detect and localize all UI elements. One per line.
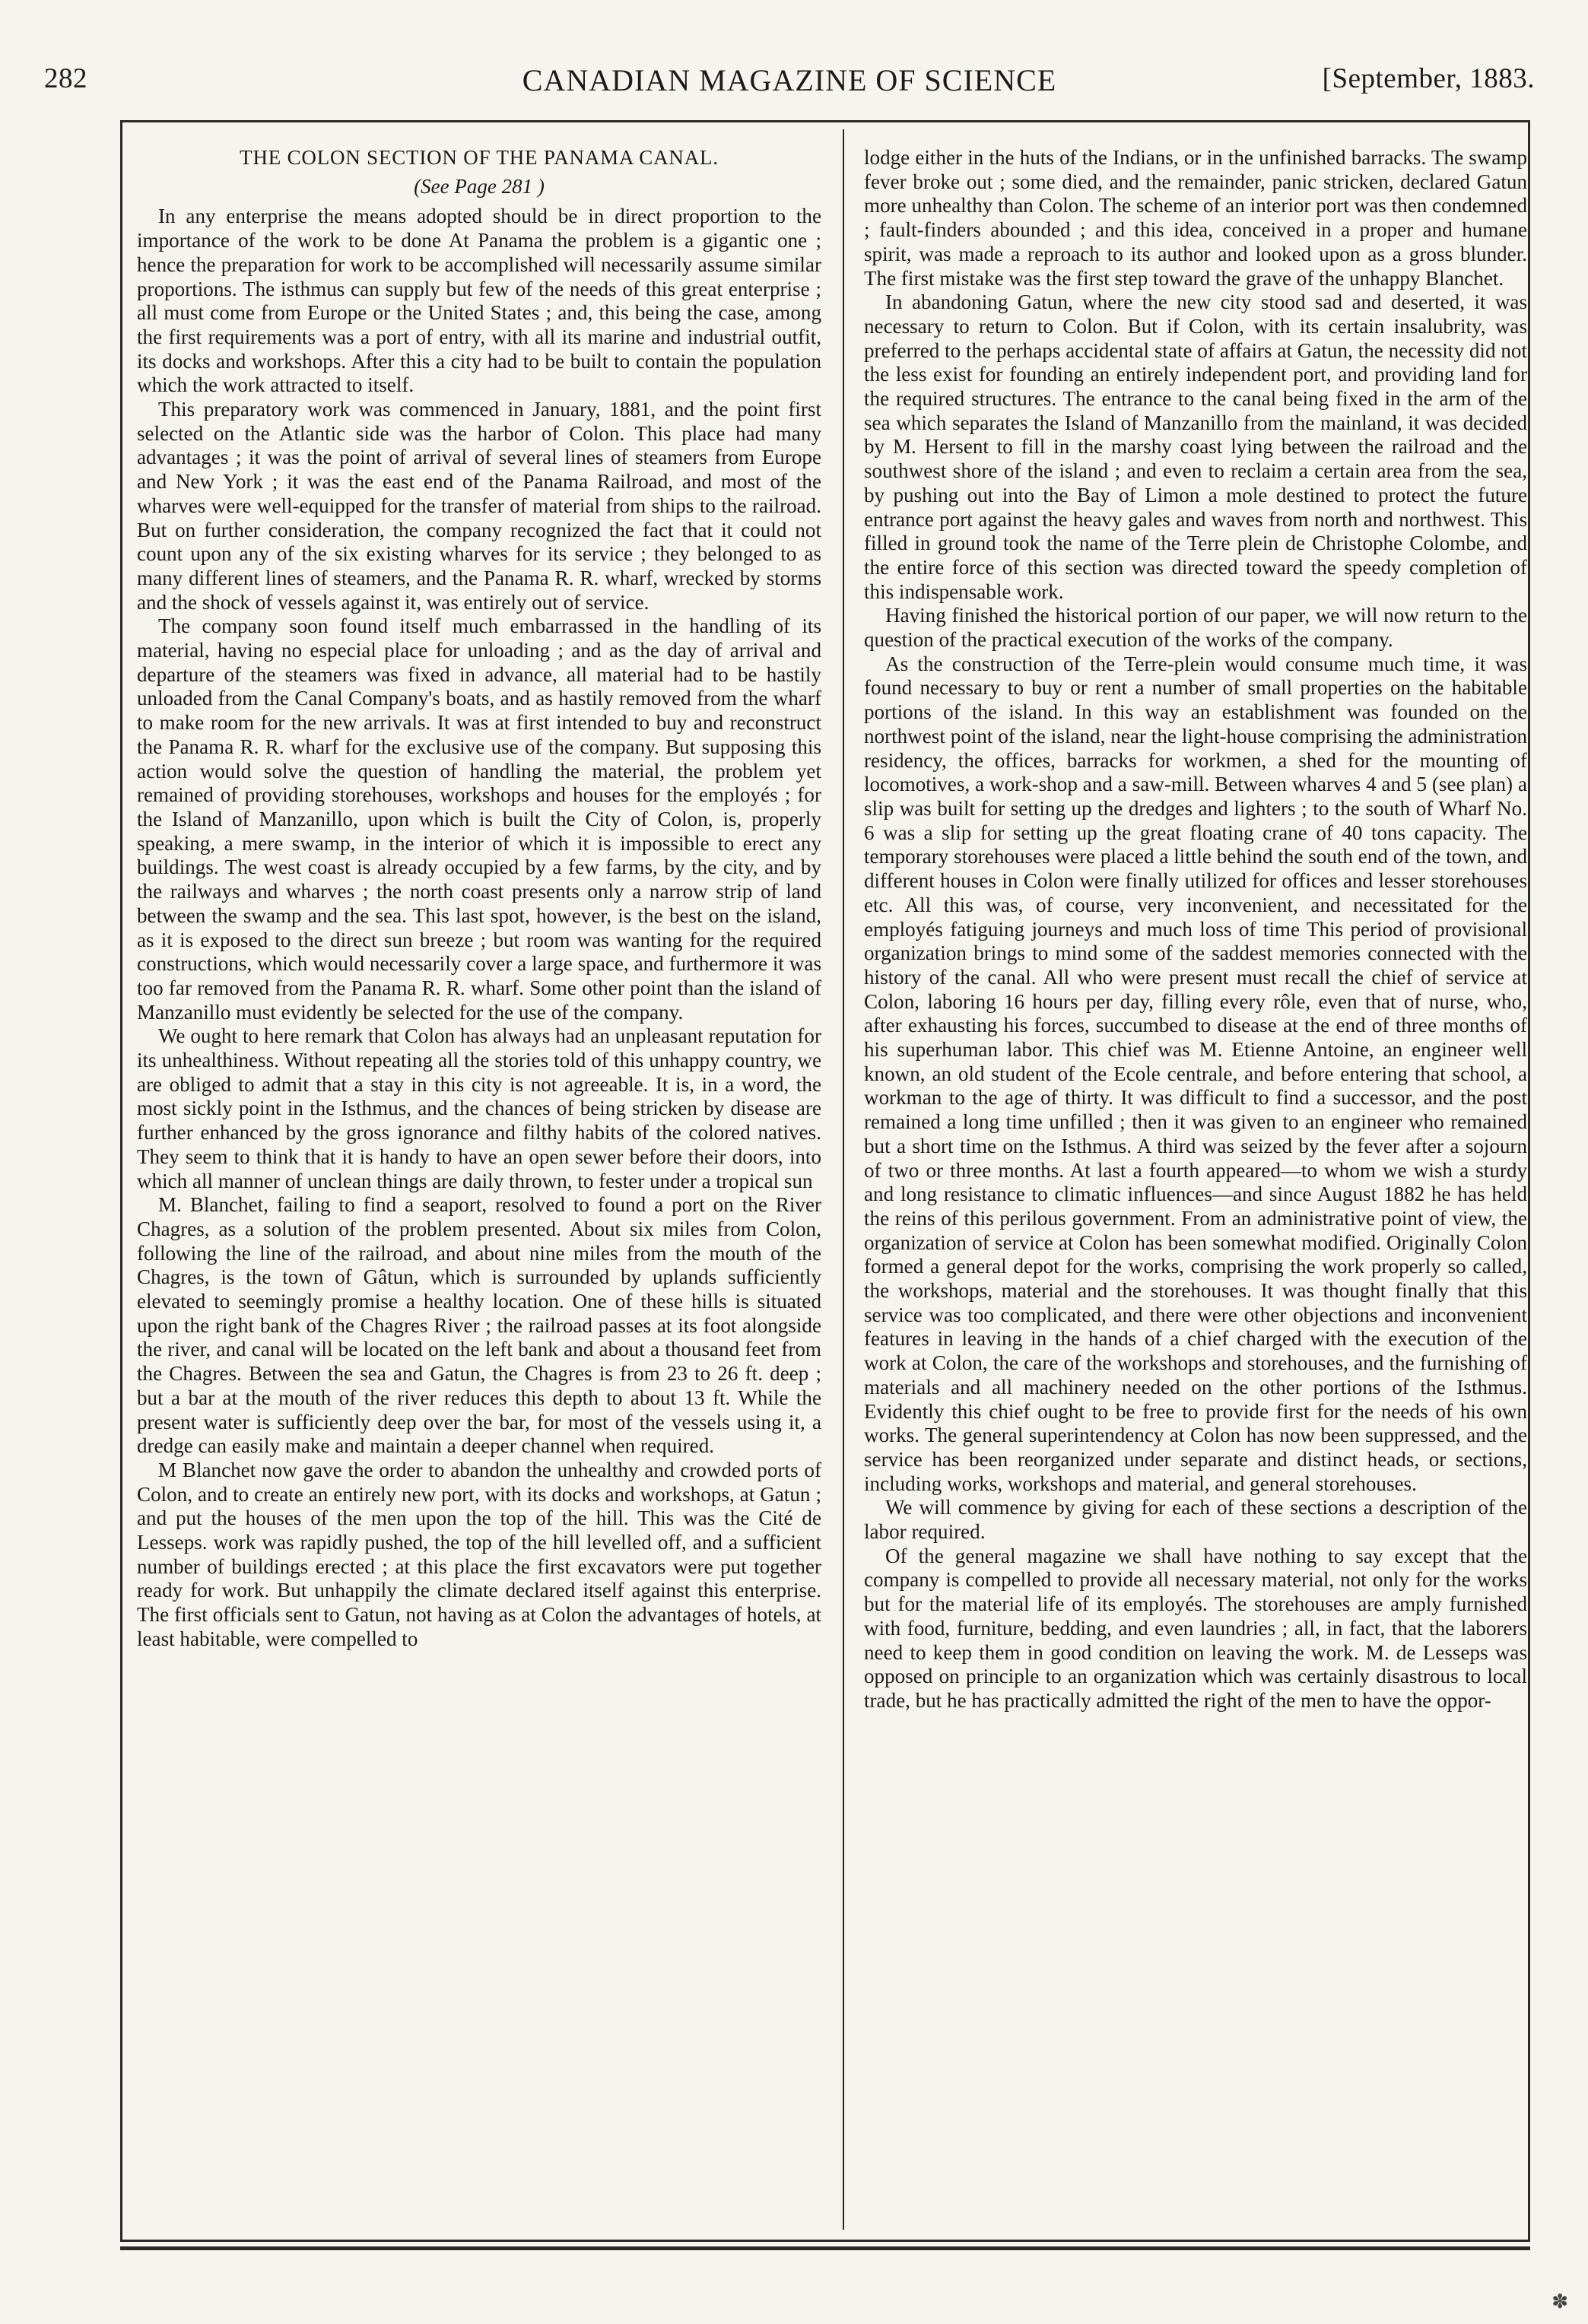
paragraph: Having finished the historical portion of our paper, we will now return to the question of the practical execution of the works of the company. [864, 604, 1527, 652]
paragraph: M Blanchet now gave the order to abandon the unhealthy and crowded ports of Colon, and to create an entirely new port, with its docks and workshops, at Gatun ; and put the houses of the men upon the top of the hill. This was the Cité de Lesseps. work was rapidly pushed, the top of the hill levelled off, and a sufficient number of buildings erected ; at this place the first excavators were put together ready for work. But unhappily the climate declared itself against this enterprise. The first officials sent to Gatun, not having as at Colon the advantages of hotels, at least habitable, were compelled to [137, 1458, 821, 1650]
paragraph: lodge either in the huts of the Indians, or in the unfinished barracks. The swamp fever broke out ; some died, and the remainder, panic stricken, declared Gatun more unhealthy than Colon. The scheme of an interior port was then condemned ; fault-finders abounded ; and this idea, conceived in a proper and humane spirit, was made a reproach to its author and looked upon as a gross blunder. The first mistake was the first step toward the grave of the unhappy Blanchet. [864, 146, 1527, 290]
paragraph: This preparatory work was commenced in January, 1881, and the point first selected on the Atlantic side was the harbor of Colon. This place had many advantages ; it was the point of arrival of several lines of steamers from Europe and New York ; it was the east end of the Panama Railroad, and most of the wharves were well-equipped for the transfer of material from ships to the railroad. But on further consideration, the company recognized the fact that it could not count upon any of the six existing wharves for its service ; they belonged to as many different lines of steamers, and the Panama R. R. wharf, wrecked by storms and the shock of vessels against it, was entirely out of service. [137, 398, 821, 614]
paragraph: As the construction of the Terre-plein would consume much time, it was found necessary to buy or rent a number of small properties on the habitable portions of the island. In this way an establishment was founded on the northwest point of the island, near the light-house comprising the administration residency, the offices, barracks for workmen, a shed for the mounting of locomotives, a work-shop and a saw-mill. Between wharves 4 and 5 (see plan) a slip was built for setting up the dredges and lighters ; to the south of Wharf No. 6 was a slip for setting up the great floating crane of 40 tons capacity. The temporary storehouses were placed a little behind the south end of the town, and different houses in Colon were finally utilized for offices and lesser storehouses etc. All this was, of course, very inconvenient, and necessitated for the employés fatiguing journeys and much loss of time This period of provisional organization brings to mind some of the saddest memories connected with the history of the canal. All who were present must recall the chief of service at Colon, laboring 16 hours per day, filling every rôle, even that of nurse, who, after exhausting his forces, succumbed to disease at the end of three months of his superhuman labor. This chief was M. Etienne Antoine, an engineer well known, an old student of the Ecole centrale, and before entering that school, a workman to the age of thirty. It was difficult to find a successor, and the post remained a long time unfilled ; then it was given to an engineer who remained but a short time on the Isthmus. A third was seized by the fever after a sojourn of two or three months. At last a fourth appeared—to whom we wish a sturdy and long resistance to climatic influences—and since August 1882 he has held the reins of this perilous government. From an administrative point of view, the organization of service at Colon has been somewhat modified. Originally Colon formed a general depot for the works, comprising the work properly so called, the workshops, material and the storehouses. It was thought finally that this service was too complicated, and there were other objections and inconvenient features in leaving in the hands of a chief charged with the execution of the work at Colon, the care of the workshops and storehouses, and the furnishing of materials and all machinery needed on the other portions of the Isthmus. Evidently this chief ought to be free to provide first for the needs of his own works. The general superintendency at Colon has now been suppressed, and the service has been reorganized under separate and distinct heads, or sections, including works, workshops and material, and general storehouses. [864, 652, 1527, 1495]
issue-date: [September, 1883. [1322, 63, 1535, 94]
bottom-rule [120, 2246, 1530, 2250]
paragraph: Of the general magazine we shall have nothing to say except that the company is compelled to provide all necessary material, not only for the works but for the material life of its employés. The storehouses are amply furnished with food, furniture, bedding, and even laundries ; all, in fact, that the laborers need to keep them in good condition on leaving the work. M. de Lesseps was opposed on principle to an organization which was certainly disastrous to local trade, but he has practically admitted the right of the men to have the oppor- [864, 1544, 1527, 1712]
article-title: THE COLON SECTION OF THE PANAMA CANAL. [240, 146, 719, 169]
column-rule [843, 129, 844, 2230]
paragraph: The company soon found itself much embarrassed in the handling of its material, having no especial place for unloading ; and as the day of arrival and departure of the steamers was fixed in advance, all material had to be hastily unloaded from the Canal Company's boats, and as hastily removed from the wharf to make room for the new arrivals. It was at first intended to buy and reconstruct the Panama R. R. wharf for the exclusive use of the company. But supposing this action would solve the question of handling the material, the problem yet remained of providing storehouses, workshops and houses for the employés ; for the Island of Manzanillo, upon which is built the City of Colon, is, properly speaking, a mere swamp, in the interior of which it is impossible to erect any buildings. The west coast is already occupied by a few farms, by the city, and by the railways and wharves ; the north coast presents only a narrow strip of land between the swamp and the sea. This last spot, however, is the best on the island, as it is exposed to the direct sun breeze ; but room was wanting for the required constructions, which would necessarily cover a large space, and furthermore it was too far removed from the Panama R. R. wharf. Some other point than the island of Manzanillo must evidently be selected for the use of the company. [137, 614, 821, 1024]
paragraph: In abandoning Gatun, where the new city stood sad and deserted, it was necessary to return to Colon. But if Colon, with its certain insalubrity, was preferred to the perhaps accidental state of affairs at Gatun, the necessity did not the less exist for founding an entirely independent port, and providing land for the required structures. The entrance to the canal being fixed in the arm of the sea which separates the Island of Manzanillo from the mainland, it was decided by M. Hersent to fill in the marshy coast lying between the railroad and the southwest shore of the island ; and even to reclaim a certain area from the sea, by pushing out into the Bay of Limon a mole destined to protect the future entrance port against the heavy gales and waves from north and northwest. This filled in ground took the name of the Terre plein de Christophe Colombe, and the entire force of this section was directed toward the speedy completion of this indispensable work. [864, 290, 1527, 603]
left-column [137, 146, 821, 2230]
magazine-title: CANADIAN MAGAZINE OF SCIENCE [522, 63, 1057, 97]
running-header [44, 40, 1535, 97]
paragraph: We will commence by giving for each of these sections a description of the labor required. [864, 1496, 1527, 1544]
right-column [864, 146, 1527, 2230]
paragraph: In any enterprise the means adopted should be in direct proportion to the importance of the work to be done At Panama the problem is a gigantic one ; hence the preparation for work to be accomplished will necessarily assume similar proportions. The isthmus can supply but few of the needs of this great enterprise ; all must come from Europe or the United States ; and, this being the case, among the first requirements was a port of entry, with all its marine and industrial outfit, its docks and workshops. After this a city had to be built to contain the population which the work attracted to itself. [137, 205, 821, 397]
paragraph: We ought to here remark that Colon has always had an unpleasant reputation for its unhealthiness. Without repeating all the stories told of this unhappy country, we are obliged to admit that a stay in this city is not agreeable. It is, in a word, the most sickly point in the Isthmus, and the chances of being stricken by disease are further enhanced by the gross ignorance and filthy habits of the colored natives. They seem to think that it is handy to have an open sewer before their doors, into which all manner of unclean things are daily thrown, to fester under a tropical sun [137, 1024, 821, 1192]
page-number: 282 [44, 63, 87, 94]
article-subtitle: (See Page 281 ) [414, 174, 545, 198]
paragraph: M. Blanchet, failing to find a seaport, resolved to found a port on the River Chagres, as a solution of the problem presented. About six miles from Colon, following the line of the railroad, and about nine miles from the mouth of the Chagres, is the town of Gâtun, which is surrounded by uplands sufficiently elevated to seemingly promise a healthy location. One of these hills is situated upon the right bank of the Chagres River ; the railroad passes at its foot alongside the river, and canal will be located on the left bank and about a thousand feet from the Chagres. Between the sea and Gatun, the Chagres is from 23 to 26 ft. deep ; but a bar at the mouth of the river reduces this depth to about 13 ft. While the present water is sufficiently deep over the bar, for most of the vessels using it, a dredge can easily make and maintain a deeper channel when required. [137, 1193, 821, 1458]
ornament-icon: ✽ [1551, 2291, 1568, 2313]
